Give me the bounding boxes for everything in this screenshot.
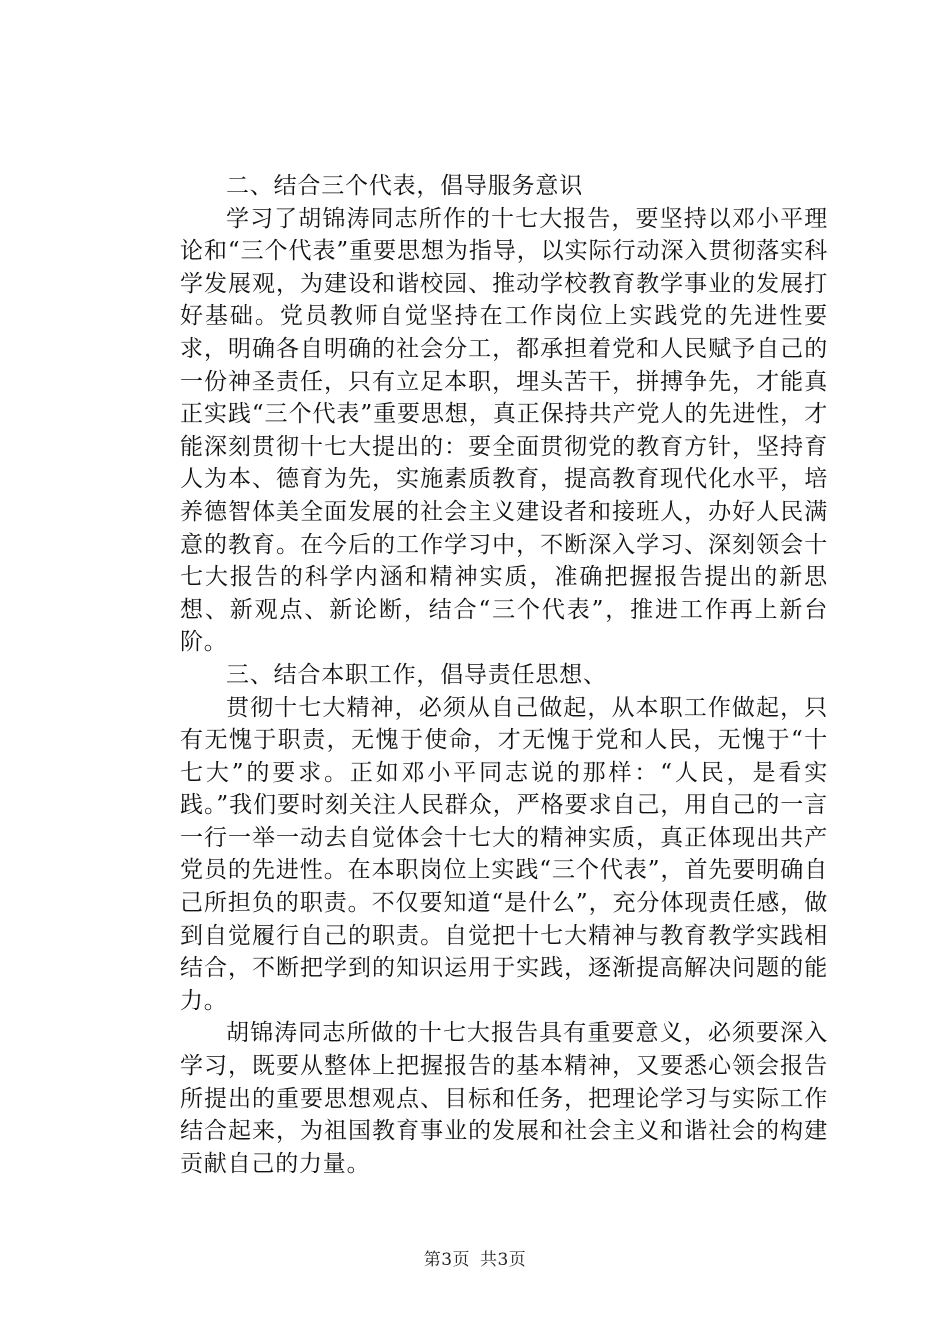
section-heading-2: 二、结合三个代表，倡导服务意识 [226,173,583,199]
body-paragraph: 贯彻十七大精神，必须从自己做起，从本职工作做起，只有无愧于职责，无愧于使命，才无愧于党和人民，无愧于“十七大”的要求。正如邓小平同志说的那样：“人民，是看实践。”我们要时刻关注人民群众，严格要求自己，用自己的一言一行一举一动去自觉体会十七大的精神实质，真正体现出共产党员的先进性。在本职岗位上实践“三个代表”，首先要明确自己所担负的职责。不仅要知道“是什么”，充分体现责任感，做到自觉履行自己的职责。自觉把十七大精神与教育教学实践相结合，不断把学到的知识运用于实践，逐渐提高解决问题的能力。 [180,694,828,1014]
section-heading-3: 三、结合本职工作，倡导责任思想、 [226,661,607,688]
page-total: 共3页 [479,1250,527,1270]
closing-paragraph: 胡锦涛同志所做的十七大报告具有重要意义，必须要深入学习，既要从整体上把握报告的基本精神，又要悉心领会报告所提出的重要思想观点、目标和任务，把理论学习与实际工作结合起来，为祖国教育事业的发展和社会主义和谐社会的构建贡献自己的力量。 [180,1020,828,1177]
page-number: 第3页 [423,1250,471,1270]
document-body [180,170,828,1180]
page-footer [0,1245,950,1270]
body-paragraph: 学习了胡锦涛同志所作的十七大报告，要坚持以邓小平理论和“三个代表”重要思想为指导，以实际行动深入贯彻落实科学发展观，为建设和谐校园、推动学校教育教学事业的发展打好基础。党员教师自觉坚持在工作岗位上实践党的先进性要求，明确各自明确的社会分工，都承担着党和人民赋予自己的一份神圣责任，只有立足本职，埋头苦干，拼搏争先，才能真正实践“三个代表”重要思想，真正保持共产党人的先进性，才能深刻贯彻十七大提出的：要全面贯彻党的教育方针，坚持育人为本、德育为先，实施素质教育，提高教育现代化水平，培养德智体美全面发展的社会主义建设者和接班人，办好人民满意的教育。在今后的工作学习中，不断深入学习、深刻领会十七大报告的科学内涵和精神实质，准确把握报告提出的新思想、新观点、新论断，结合“三个代表”，推进工作再上新台阶。 [180,205,828,656]
